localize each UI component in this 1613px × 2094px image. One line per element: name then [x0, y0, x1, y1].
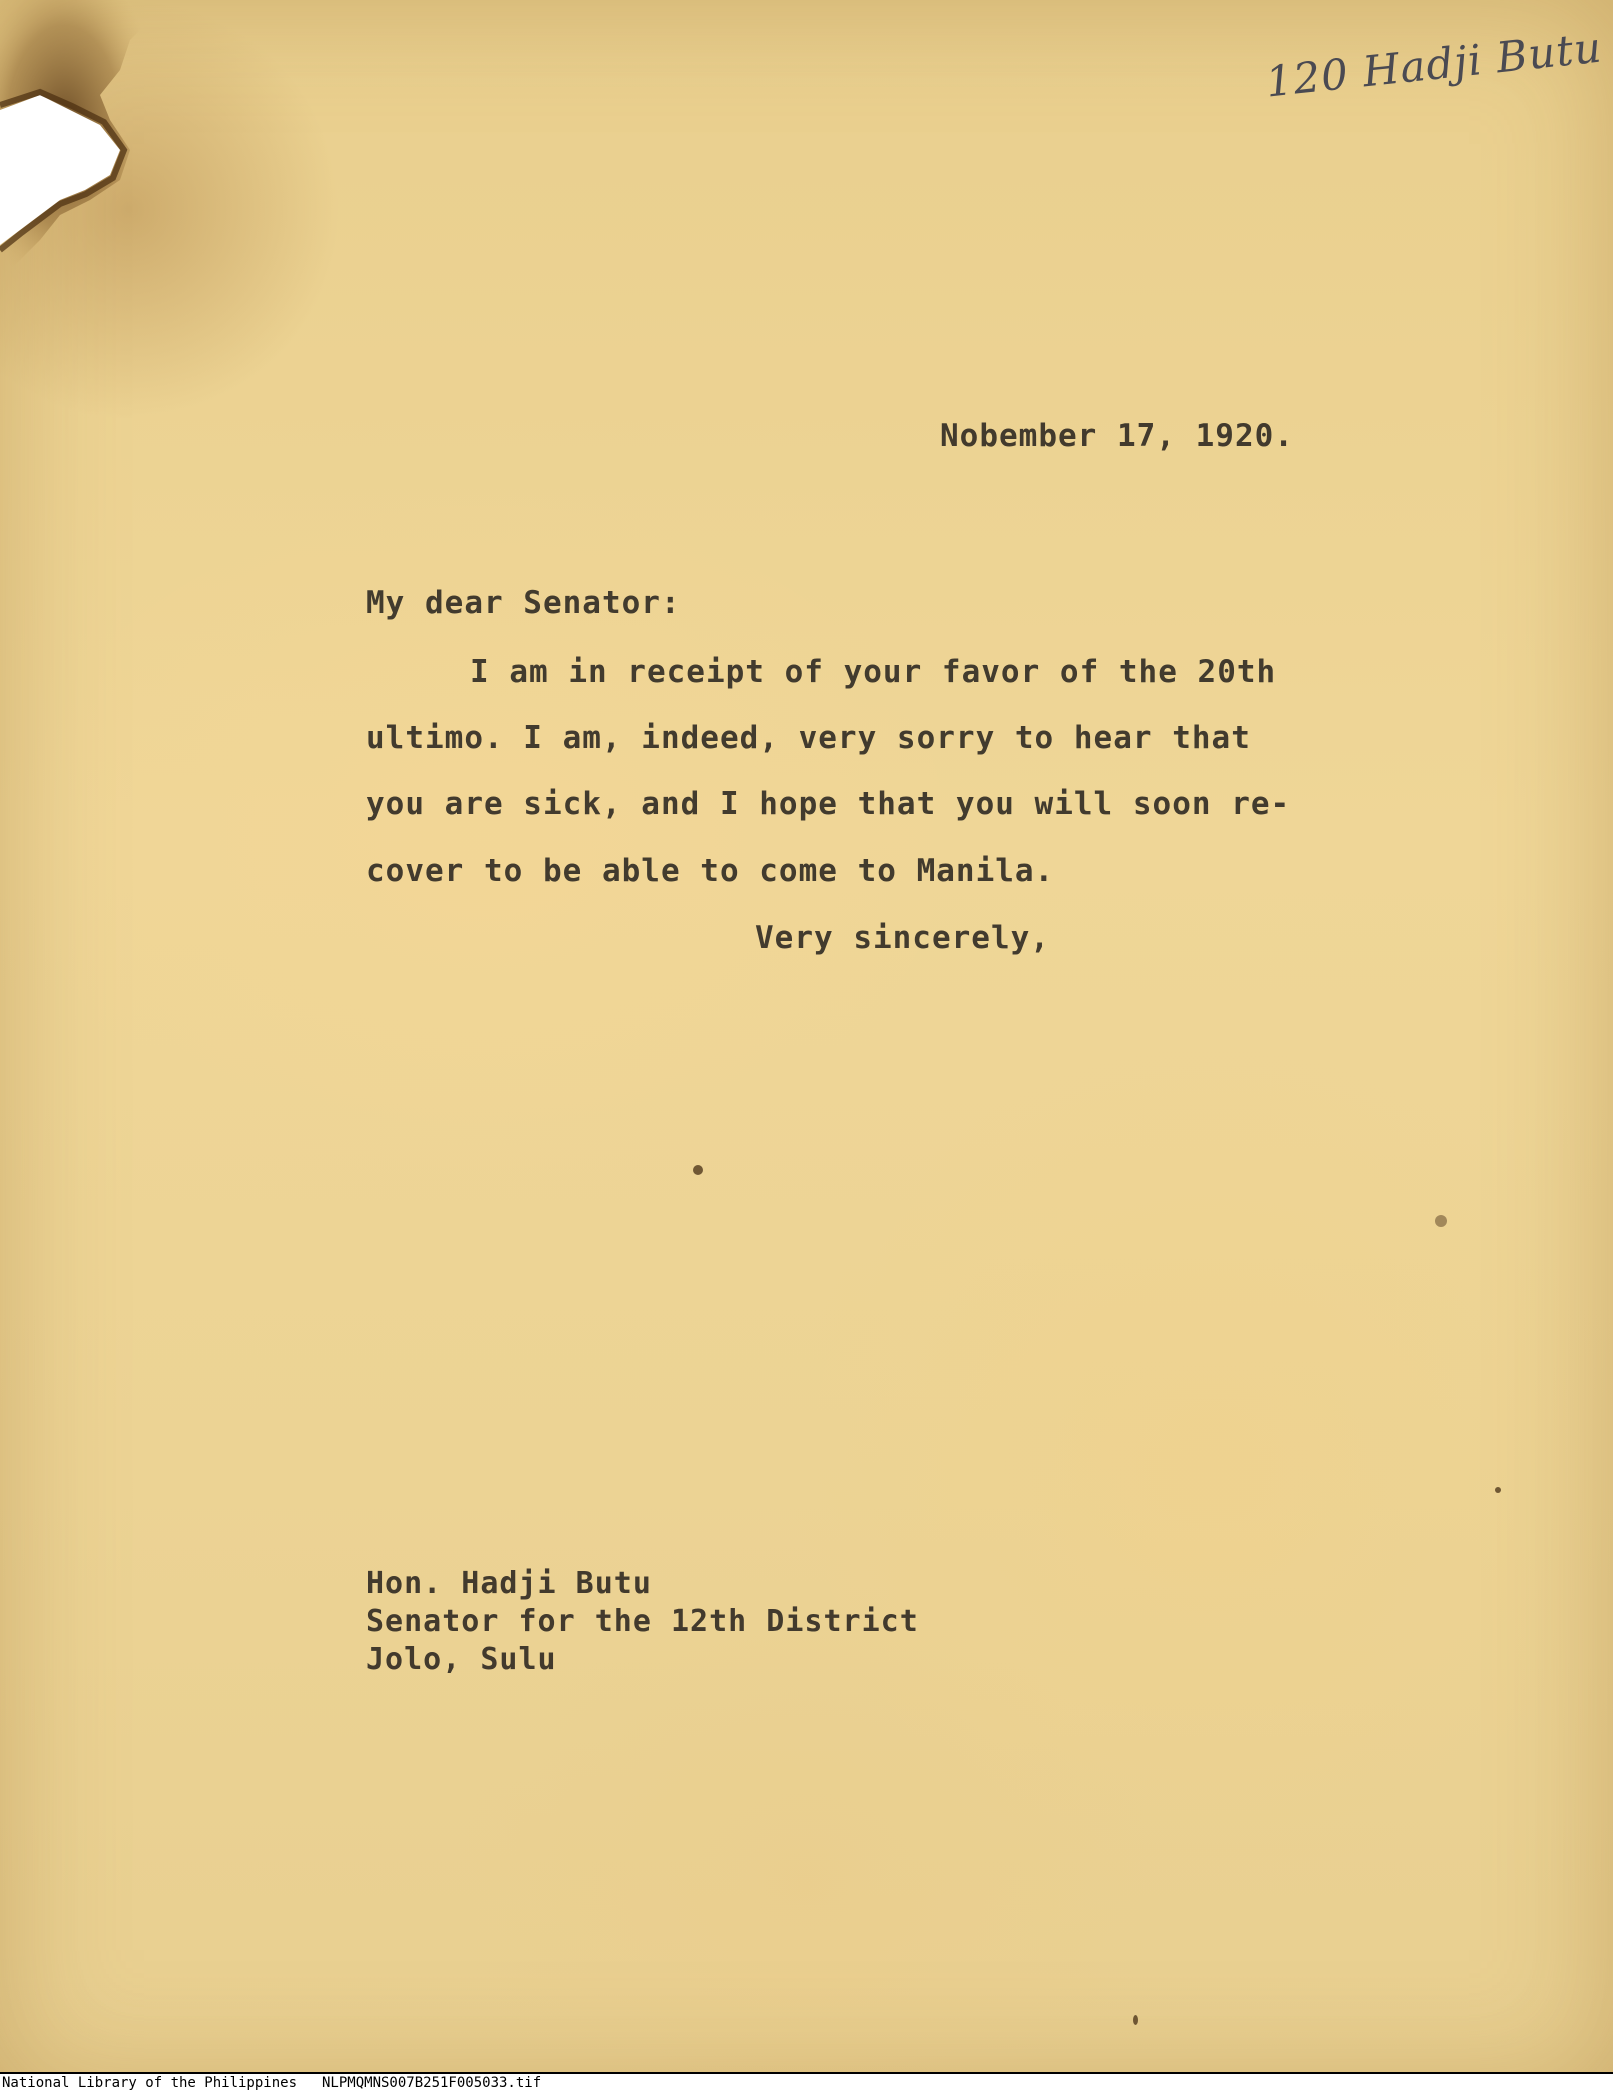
letter-body-line: ultimo. I am, indeed, very sorry to hear that [366, 720, 1251, 756]
letter-closing: Very sincerely, [755, 920, 1050, 956]
letter-body-line: you are sick, and I hope that you will soon re- [366, 786, 1291, 822]
handwritten-file-note: 120 Hadji Butu [1263, 22, 1605, 107]
addressee-line: Senator for the 12th District [366, 1604, 919, 1639]
letter-body-line: cover to be able to come to Manila. [366, 853, 1055, 889]
paper-stain [1133, 2015, 1138, 2025]
footer-filename: NLPMQMNS007B251F005033.tif [322, 2075, 542, 2091]
letter-salutation: My dear Senator: [366, 585, 681, 621]
letter-date: Nobember 17, 1920. [940, 418, 1294, 454]
footer-source: National Library of the Philippines [2, 2075, 298, 2091]
paper-stain [693, 1165, 703, 1175]
addressee-line: Jolo, Sulu [366, 1642, 557, 1677]
addressee-line: Hon. Hadji Butu [366, 1566, 652, 1601]
letter-body-line: I am in receipt of your favor of the 20th [470, 654, 1277, 690]
paper-stain [1495, 1487, 1501, 1493]
torn-corner-damage [0, 0, 180, 340]
scan-footer [0, 2072, 1613, 2094]
paper-stain [1435, 1215, 1447, 1227]
